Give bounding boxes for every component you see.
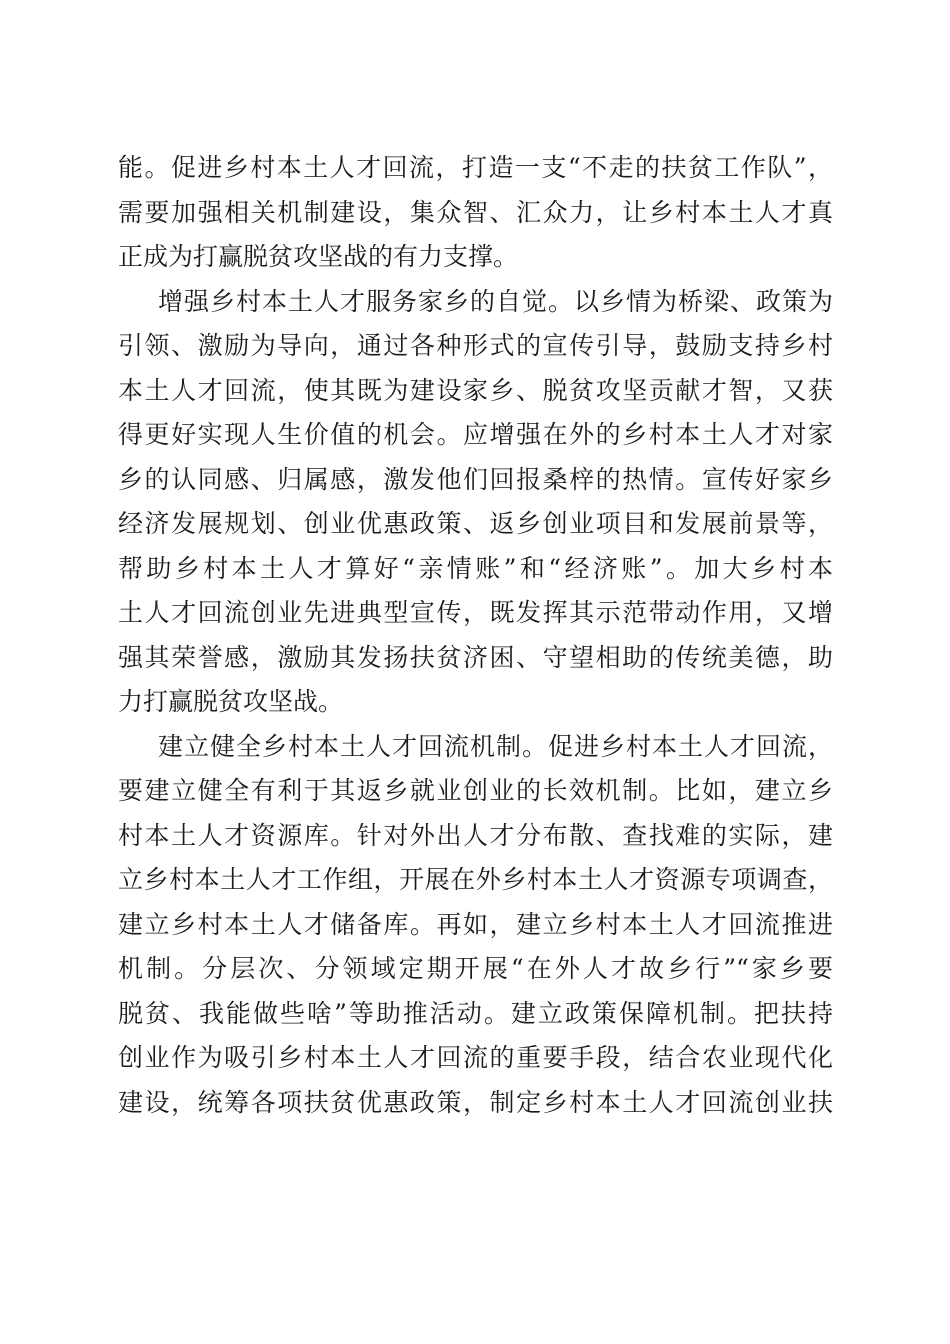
text-line: 引领、激励为导向，通过各种形式的宣传引导，鼓励支持乡村 <box>118 331 833 360</box>
text-line: 本土人才回流，使其既为建设家乡、脱贫攻坚贡献才智，又获 <box>118 375 833 405</box>
text-line: 正成为打赢脱贫攻坚战的有力支撑。 <box>118 242 519 271</box>
text-line: 建设，统筹各项扶贫优惠政策，制定乡村本土人才回流创业扶 <box>118 1087 833 1117</box>
text-line: 力打赢脱贫攻坚战。 <box>118 687 344 716</box>
text-line: 创业作为吸引乡村本土人才回流的重要手段，结合农业现代化 <box>118 1043 833 1072</box>
text-line: 建立乡村本土人才储备库。再如，建立乡村本土人才回流推进 <box>118 909 833 939</box>
text-line: 要建立健全有利于其返乡就业创业的长效机制。比如，建立乡 <box>118 776 833 805</box>
text-line: 经济发展规划、创业优惠政策、返乡创业项目和发展前景等， <box>118 509 833 538</box>
article-body <box>118 146 833 1125</box>
paragraph-awareness <box>118 280 833 725</box>
text-line: 得更好实现人生价值的机会。应增强在外的乡村本土人才对家 <box>118 420 833 449</box>
text-line: 增强乡村本土人才服务家乡的自觉。以乡情为桥梁、政策为 <box>158 286 833 316</box>
text-line: 需要加强相关机制建设，集众智、汇众力，让乡村本土人才真 <box>118 197 833 227</box>
text-line: 村本土人才资源库。针对外出人才分布散、查找难的实际，建 <box>118 820 833 850</box>
text-line: 土人才回流创业先进典型宣传，既发挥其示范带动作用，又增 <box>118 598 833 627</box>
text-line: 帮助乡村本土人才算好“亲情账”和“经济账”。加大乡村本 <box>118 553 833 583</box>
text-line: 乡的认同感、归属感，激发他们回报桑梓的热情。宣传好家乡 <box>118 464 833 494</box>
text-line: 能。促进乡村本土人才回流，打造一支“不走的扶贫工作队”， <box>118 153 833 182</box>
paragraph-return-mechanism <box>118 725 833 1126</box>
text-line: 建立健全乡村本土人才回流机制。促进乡村本土人才回流， <box>158 731 833 761</box>
text-line: 机制。分层次、分领域定期开展“在外人才故乡行”“家乡要 <box>118 954 833 983</box>
paragraph-mechanism-intro <box>118 146 833 280</box>
text-line: 脱贫、我能做些啥”等助推活动。建立政策保障机制。把扶持 <box>118 998 833 1028</box>
text-line: 强其荣誉感，激励其发扬扶贫济困、守望相助的传统美德，助 <box>118 642 833 672</box>
text-line: 立乡村本土人才工作组，开展在外乡村本土人才资源专项调查， <box>118 865 833 894</box>
